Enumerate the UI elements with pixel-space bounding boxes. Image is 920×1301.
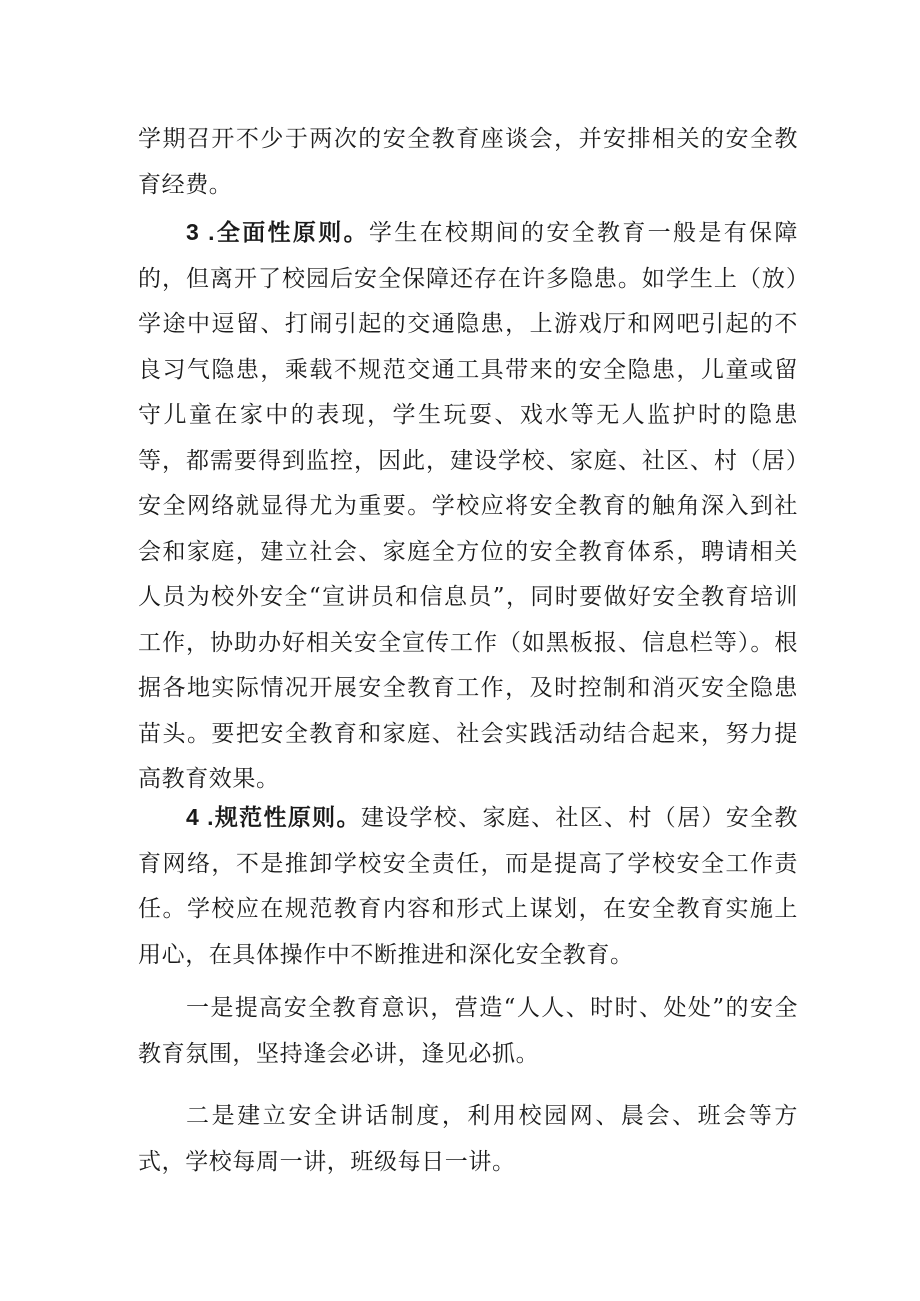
paragraph-continuation (138, 117, 798, 208)
paragraph-text: 学期召开不少于两次的安全教育座谈会，并安排相关的安全教育经费。 (138, 126, 798, 198)
paragraph-comprehensive-principle (138, 210, 798, 803)
paragraph-text: 学生在校期间的安全教育一般是有保障的，但离开了校园后安全保障还存在许多隐患。如学生上（放）学途中逗留、打闹引起的交通隐患，上游戏厅和网吧引起的不良习气隐患，乘载不规范交通工具带来的安全隐患，儿童或留守儿童在家中的表现，学生玩耍、戏水等无人监护时的隐患等，都需要得到监控，因此，建设学校、家庭、社区、村（居）安全网络就显得尤为重要。学校应将安全教育的触角深入到社会和家庭，建立社会、家庭全方位的安全教育体系，聘请相关人员为校外安全“宣讲员和信息员”，同时要做好安全教育培训工作，协助办好相关安全宣传工作（如黑板报、信息栏等）。根据各地实际情况开展安全教育工作，及时控制和消灭安全隐患苗头。要把安全教育和家庭、社会实践活动结合起来，努力提高教育效果。 (138, 220, 798, 792)
principle-heading: 全面性原则。 (215, 220, 369, 246)
paragraph-point-two (138, 1094, 798, 1185)
item-number: 3 . (186, 219, 216, 245)
item-number: 4 . (186, 804, 215, 830)
paragraph-point-one (138, 986, 798, 1077)
paragraph-text: 建设学校、家庭、社区、村（居）安全教育网络，不是推卸学校安全责任，而是提高了学校安全工作责任。学校应在规范教育内容和形式上谋划，在安全教育实施上用心，在具体操作中不断推进和深化安全教育。 (138, 805, 798, 968)
paragraph-standardization-principle (138, 795, 798, 978)
paragraph-text: 二是建立安全讲话制度，利用校园网、晨会、班会等方式，学校每周一讲，班级每日一讲。 (138, 1103, 798, 1175)
paragraph-text: 一是提高安全教育意识，营造“人人、时时、处处”的安全教育氛围，坚持逢会必讲，逢见必抓。 (138, 995, 798, 1067)
principle-heading: 规范性原则。 (214, 805, 361, 831)
